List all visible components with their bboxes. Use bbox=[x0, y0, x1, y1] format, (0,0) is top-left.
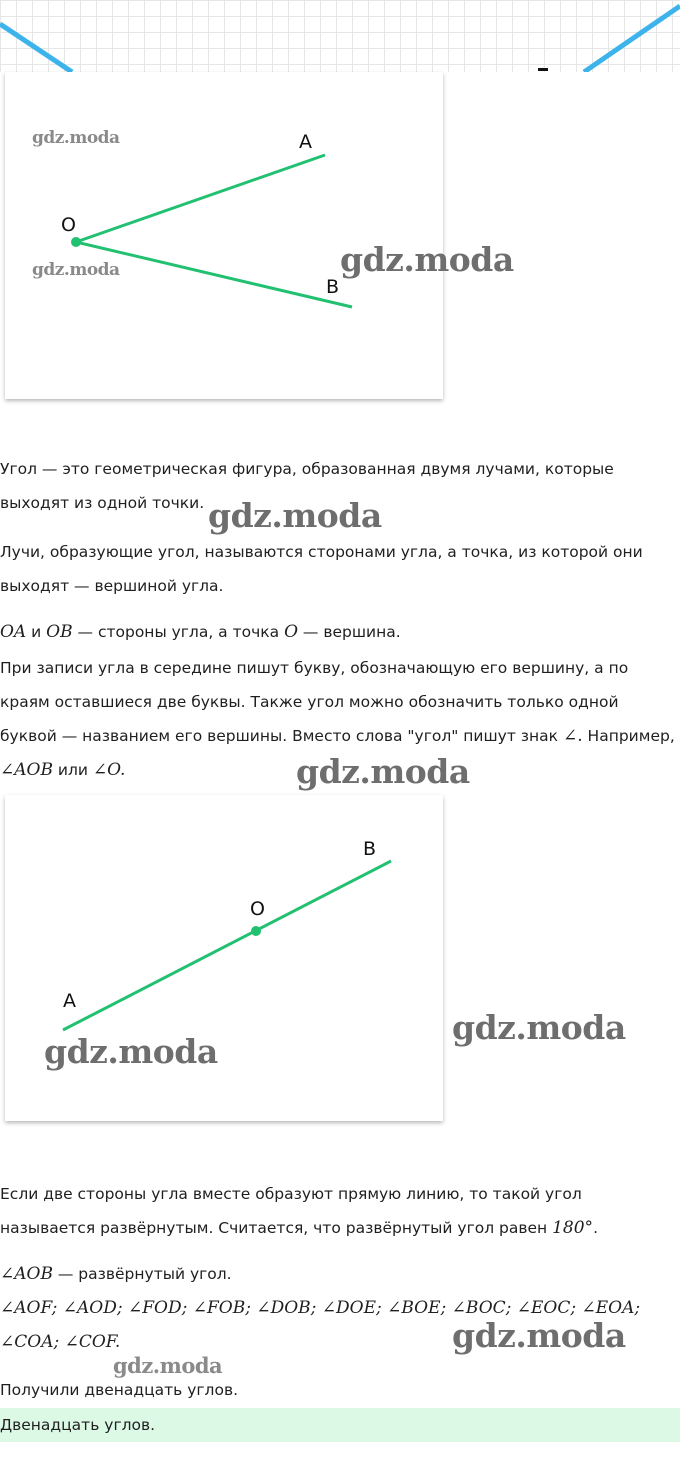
angles-list: ∠AOF; ∠AOD; ∠FOD; ∠FOB; ∠DOB; ∠DOE; ∠BOE; ∠BOC; ∠EOC; ∠EOA; ∠COA; ∠COF. bbox=[0, 1298, 641, 1352]
answer-text: Двенадцать углов. bbox=[0, 1416, 156, 1434]
watermark: gdz.moda bbox=[113, 1353, 223, 1378]
label-b: B bbox=[326, 276, 340, 298]
straight-angle-definition: Если две стороны угла вместе образуют прямую линию, то такой угол называется развёрнутым. Считается, что развёрнутый угол равен 180°. bbox=[0, 1185, 598, 1238]
angle-sides-definition: Лучи, образующие угол, называются сторонами угла, а точка, из которой они выходят — вершиной угла. bbox=[0, 543, 643, 595]
watermark: gdz.moda bbox=[452, 1008, 626, 1047]
result-statement: Получили двенадцать углов. bbox=[0, 1381, 239, 1399]
straight-angle-diagram bbox=[5, 795, 443, 1121]
watermark: gdz.moda bbox=[44, 1032, 218, 1071]
header-accent-lines bbox=[0, 0, 680, 72]
angle-notation-explanation: При записи угла в середине пишут букву, обозначающую его вершину, а по краям оставшиеся две буквы. Также угол можно обозначить только одной буквой — названием его вершины. Вместо слова "угол" пишут знак ∠. Например, ∠AOB или ∠O. bbox=[0, 659, 675, 780]
straight-angle-example: ∠AOB — развёрнутый угол. bbox=[0, 1264, 232, 1284]
watermark: gdz.moda bbox=[340, 240, 514, 279]
vertex-point-o bbox=[71, 237, 81, 247]
angle-sides-example: OA и OB — стороны угла, а точка O — вершина. bbox=[0, 622, 401, 642]
watermark: gdz.moda bbox=[208, 496, 382, 535]
label-a: A bbox=[299, 131, 312, 153]
ray-oa bbox=[76, 155, 325, 242]
label-b: B bbox=[363, 838, 377, 860]
label-o: O bbox=[61, 214, 76, 236]
label-o: O bbox=[250, 898, 265, 920]
angle-diagram bbox=[5, 72, 443, 399]
watermark: gdz.moda bbox=[32, 260, 120, 280]
angle-figure-card bbox=[5, 72, 443, 399]
straight-angle-figure-card bbox=[5, 795, 443, 1121]
grid-header-background bbox=[0, 0, 680, 72]
watermark: gdz.moda bbox=[296, 752, 470, 791]
line-ab bbox=[63, 861, 391, 1030]
label-a: A bbox=[63, 990, 76, 1012]
watermark: gdz.moda bbox=[452, 1316, 626, 1355]
vertex-point-o bbox=[251, 926, 261, 936]
answer-box bbox=[0, 1408, 680, 1442]
angle-definition: Угол — это геометрическая фигура, образованная двумя лучами, которые выходят из одной точки. bbox=[0, 460, 614, 512]
watermark: gdz.moda bbox=[32, 128, 120, 148]
